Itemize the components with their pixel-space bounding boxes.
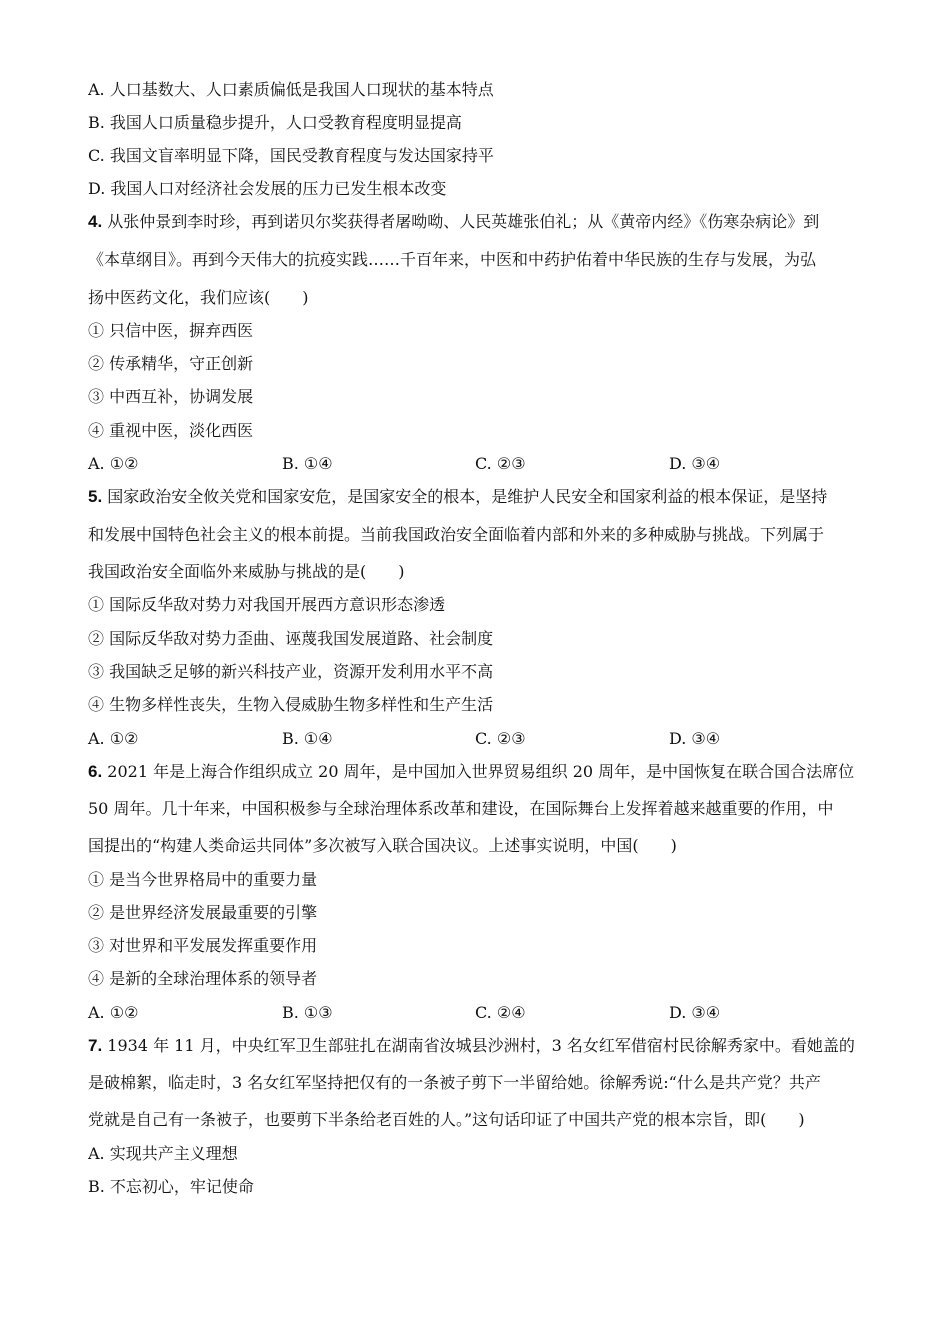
q5-stem-line-2: 和发展中国特色社会主义的根本前提。当前我国政治安全面临着内部和外来的多种威胁与挑战。下列属于: [88, 525, 825, 544]
q6-stem-line-3: 国提出的“构建人类命运共同体”多次被写入联合国决议。上述事实说明，中国( ): [88, 836, 677, 855]
q5-choice-a: A. ①②: [88, 729, 139, 748]
q5-item-3: ③ 我国缺乏足够的新兴科技产业，资源开发利用水平不高: [88, 662, 494, 681]
q4-choice-a: A. ①②: [88, 454, 139, 473]
q4-choices: [88, 454, 868, 474]
q5-choice-c: C. ②③: [475, 729, 526, 748]
q4-choice-d: D. ③④: [669, 454, 721, 473]
q4-item-3: ③ 中西互补，协调发展: [88, 387, 254, 406]
q5-item-2: ② 国际反华敌对势力歪曲、诬蔑我国发展道路、社会制度: [88, 629, 494, 648]
q5-choice-b: B. ①④: [282, 729, 333, 748]
q6-item-1: ① 是当今世界格局中的重要力量: [88, 870, 318, 889]
q5-choices: [88, 729, 868, 749]
q6-item-3: ③ 对世界和平发展发挥重要作用: [88, 936, 318, 955]
q6-choice-a: A. ①②: [88, 1003, 139, 1022]
q6-choice-c: C. ②④: [475, 1003, 526, 1022]
q6-choices: [88, 1003, 868, 1023]
q4-item-2: ② 传承精华，守正创新: [88, 354, 254, 373]
q6-number: 6.: [88, 762, 103, 781]
q7-stem-line-2: 是破棉絮，临走时，3 名女红军坚持把仅有的一条被子剪下一半留给她。徐解秀说:“什么是共产党？共产: [88, 1073, 821, 1092]
q4-choice-c: C. ②③: [475, 454, 526, 473]
prev-option-a: A. 人口基数大、人口素质偏低是我国人口现状的基本特点: [88, 80, 494, 99]
prev-option-b: B. 我国人口质量稳步提升，人口受教育程度明显提高: [88, 113, 462, 132]
q5-item-4: ④ 生物多样性丧失，生物入侵威胁生物多样性和生产生活: [88, 695, 494, 714]
q6-choice-d: D. ③④: [669, 1003, 721, 1022]
q6-choice-b: B. ①③: [282, 1003, 333, 1022]
q5-number: 5.: [88, 487, 103, 506]
q5-stem-line-1: 5. 国家政治安全攸关党和国家安危，是国家安全的根本，是维护人民安全和国家利益的根本保证，是坚持: [88, 487, 828, 506]
q5-choice-d: D. ③④: [669, 729, 721, 748]
q4-item-4: ④ 重视中医，淡化西医: [88, 421, 254, 440]
q7-option-a: A. 实现共产主义理想: [88, 1144, 238, 1163]
q7-option-b: B. 不忘初心，牢记使命: [88, 1177, 254, 1196]
q4-stem-line-2: 《本草纲目》。再到今天伟大的抗疫实践……千百年来，中医和中药护佑着中华民族的生存与发展，为弘: [88, 250, 817, 269]
q5-stem-line-3: 我国政治安全面临外来威胁与挑战的是( ): [88, 562, 405, 581]
q4-stem-line-1: 4. 从张仲景到李时珍，再到诺贝尔奖获得者屠呦呦、人民英雄张伯礼；从《黄帝内经》《伤寒杂病论》到: [88, 212, 820, 231]
q5-item-1: ① 国际反华敌对势力对我国开展西方意识形态渗透: [88, 595, 446, 614]
q6-item-4: ④ 是新的全球治理体系的领导者: [88, 969, 318, 988]
q7-stem-line-3: 党就是自己有一条被子，也要剪下半条给老百姓的人。”这句话印证了中国共产党的根本宗旨，即( ): [88, 1110, 805, 1129]
prev-option-c: C. 我国文盲率明显下降，国民受教育程度与发达国家持平: [88, 146, 494, 165]
q6-stem-line-2: 50 周年。几十年来，中国积极参与全球治理体系改革和建设，在国际舞台上发挥着越来越重要的作用，中: [88, 799, 834, 818]
q7-number: 7.: [88, 1036, 103, 1055]
q6-stem-line-1: 6. 2021 年是上海合作组织成立 20 周年，是中国加入世界贸易组织 20 周年，是中国恢复在联合国合法席位: [88, 762, 855, 781]
q7-stem-line-1: 7. 1934 年 11 月，中央红军卫生部驻扎在湖南省汝城县沙洲村，3 名女红军借宿村民徐解秀家中。看她盖的: [88, 1036, 855, 1055]
prev-option-d: D. 我国人口对经济社会发展的压力已发生根本改变: [88, 179, 447, 198]
q4-stem-line-3: 扬中医药文化，我们应该( ): [88, 288, 309, 307]
q4-item-1: ① 只信中医，摒弃西医: [88, 321, 254, 340]
q4-number: 4.: [88, 212, 103, 231]
q6-item-2: ② 是世界经济发展最重要的引擎: [88, 903, 318, 922]
q4-choice-b: B. ①④: [282, 454, 333, 473]
